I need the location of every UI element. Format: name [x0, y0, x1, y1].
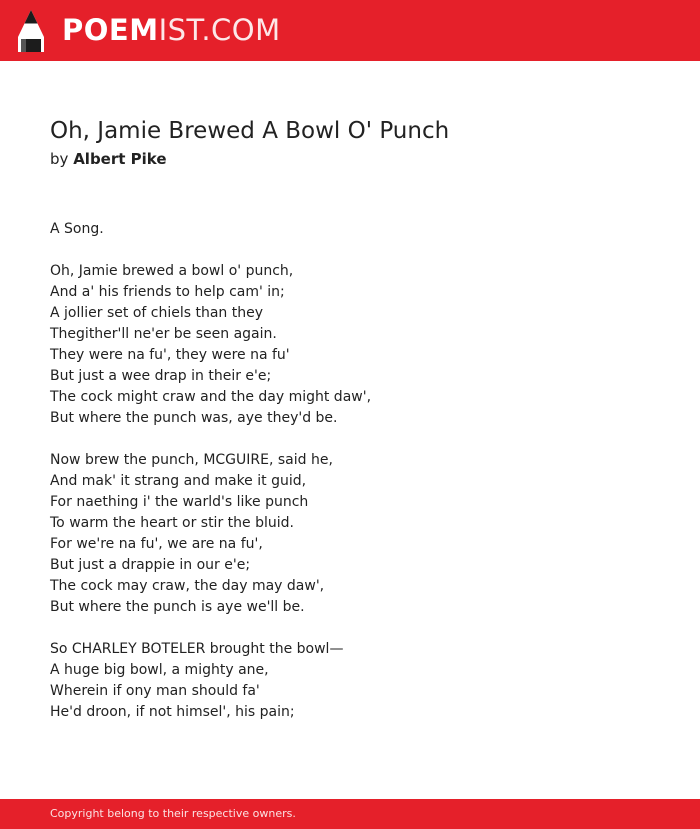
poem-line: Wherein if ony man should fa': [50, 683, 260, 699]
poem-line: Oh, Jamie brewed a bowl o' punch,: [50, 263, 294, 279]
pencil-icon[interactable]: [18, 10, 44, 52]
poem-line: But where the punch was, aye they'd be.: [50, 410, 338, 426]
poem-line: For naething i' the warld's like punch: [50, 494, 309, 510]
copyright-text: Copyright belong to their respective owners.: [50, 807, 296, 820]
poem-line: So CHARLEY BOTELER brought the bowl—: [50, 641, 344, 657]
site-logo[interactable]: [62, 12, 281, 48]
logo-light-text: IST.COM: [158, 13, 281, 47]
poem-line: They were na fu', they were na fu': [50, 347, 290, 363]
byline: [50, 149, 167, 169]
poem-line: And mak' it strang and make it guid,: [50, 473, 307, 489]
stanza-gap: [50, 240, 371, 261]
poem-line: He'd droon, if not himsel', his pain;: [50, 704, 295, 720]
poem-line: Now brew the punch, MCGUIRE, said he,: [50, 452, 333, 468]
stanza-gap: [50, 618, 371, 639]
stanza-gap: [50, 429, 371, 450]
site-header: [0, 0, 700, 61]
poem-line: But just a drappie in our e'e;: [50, 557, 251, 573]
poem-line: But just a wee drap in their e'e;: [50, 368, 272, 384]
poem-line: But where the punch is aye we'll be.: [50, 599, 305, 615]
poem-body: [50, 219, 371, 723]
by-label: by: [50, 150, 69, 168]
poem-line: A Song.: [50, 221, 104, 237]
poem-line: The cock might craw and the day might daw',: [50, 389, 372, 405]
poem-line: A jollier set of chiels than they: [50, 305, 263, 321]
poem-title: Oh, Jamie Brewed A Bowl O' Punch: [50, 118, 450, 144]
poem-line: The cock may craw, the day may daw',: [50, 578, 325, 594]
poem-line: Thegither'll ne'er be seen again.: [50, 326, 277, 342]
logo-bold-text: POEM: [62, 13, 159, 47]
poem-line: And a' his friends to help cam' in;: [50, 284, 285, 300]
poem-line: For we're na fu', we are na fu',: [50, 536, 263, 552]
poem-line: To warm the heart or stir the bluid.: [50, 515, 294, 531]
author-name[interactable]: Albert Pike: [73, 150, 167, 168]
poem-line: A huge big bowl, a mighty ane,: [50, 662, 269, 678]
site-footer: [0, 799, 700, 829]
